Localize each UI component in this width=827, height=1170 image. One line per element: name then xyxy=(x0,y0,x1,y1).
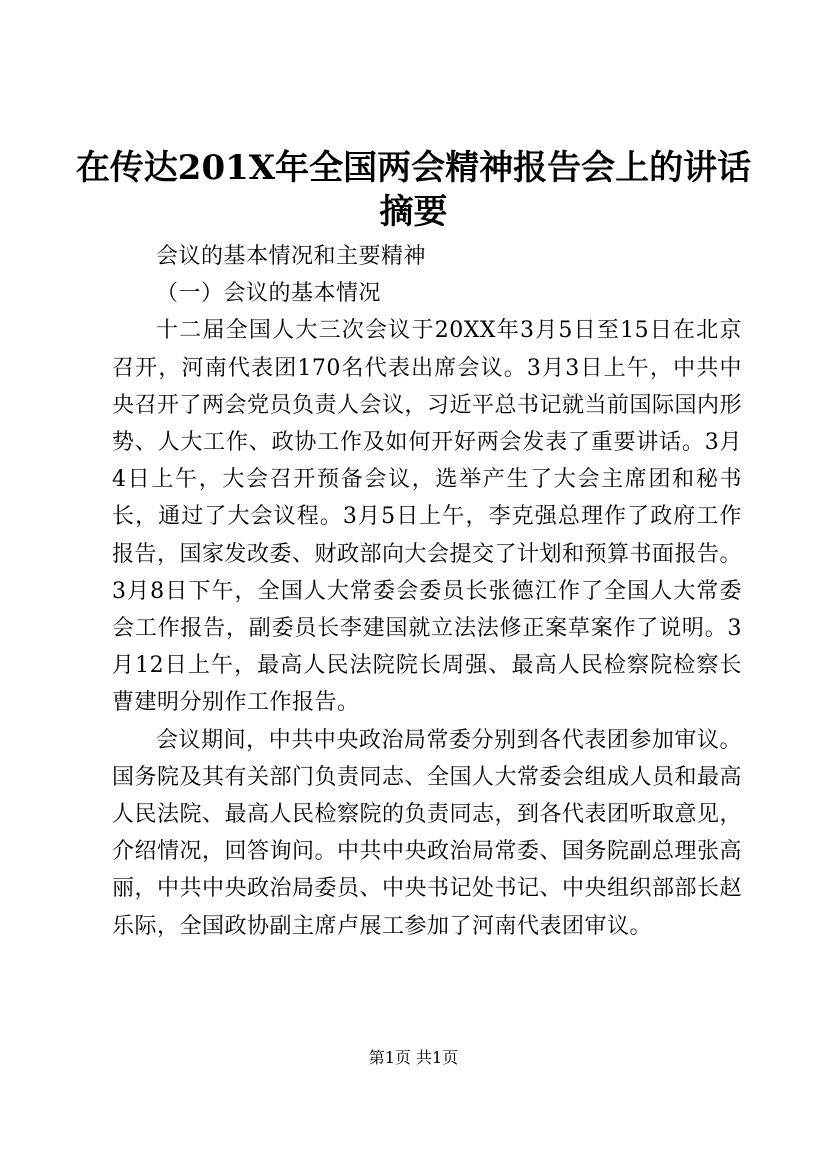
paragraph-2: 会议期间，中共中央政治局常委分别到各代表团参加审议。国务院及其有关部门负责同志、全国人大常委会组成人员和最高人民法院、最高人民检察院的负责同志，到各代表团听取意见，介绍情况，回答询问。中共中央政治局常委、国务院副总理张高丽，中共中央政治局委员、中央书记处书记、中央组织部部长赵乐际，全国政协副主席卢展工参加了河南代表团审议。 xyxy=(112,727,743,939)
page-number-label: 第1页 共1页 xyxy=(368,1048,459,1067)
document-title-line1: 在传达201X年全国两会精神报告会上的讲话 xyxy=(75,148,752,188)
paragraph-1: 十二届全国人大三次会议于20XX年3月5日至15日在北京召开，河南代表团170名代表出席会议。3月3日上午，中共中央召开了两会党员负责人会议，习近平总书记就当前国际国内形势、人大工作、政协工作及如何开好两会发表了重要讲话。3月4日上午，大会召开预备会议，选举产生了大会主席团和秘书长，通过了大会议程。3月5日上午，李克强总理作了政府工作报告，国家发改委、财政部向大会提交了计划和预算书面报告。3月8日下午，全国人大常委会委员长张德江作了全国人大常委会工作报告，副委员长李建国就立法法修正案草案作了说明。3月12日上午，最高人民法院院长周强、最高人民检察院检察长曹建明分别作工作报告。 xyxy=(112,318,743,716)
document-body xyxy=(112,238,742,945)
subsection-heading: （一）会议的基本情况 xyxy=(156,281,382,307)
page-footer xyxy=(0,1048,827,1068)
document-title-line2: 摘要 xyxy=(379,192,448,232)
section-heading: 会议的基本情况和主要精神 xyxy=(156,244,427,269)
